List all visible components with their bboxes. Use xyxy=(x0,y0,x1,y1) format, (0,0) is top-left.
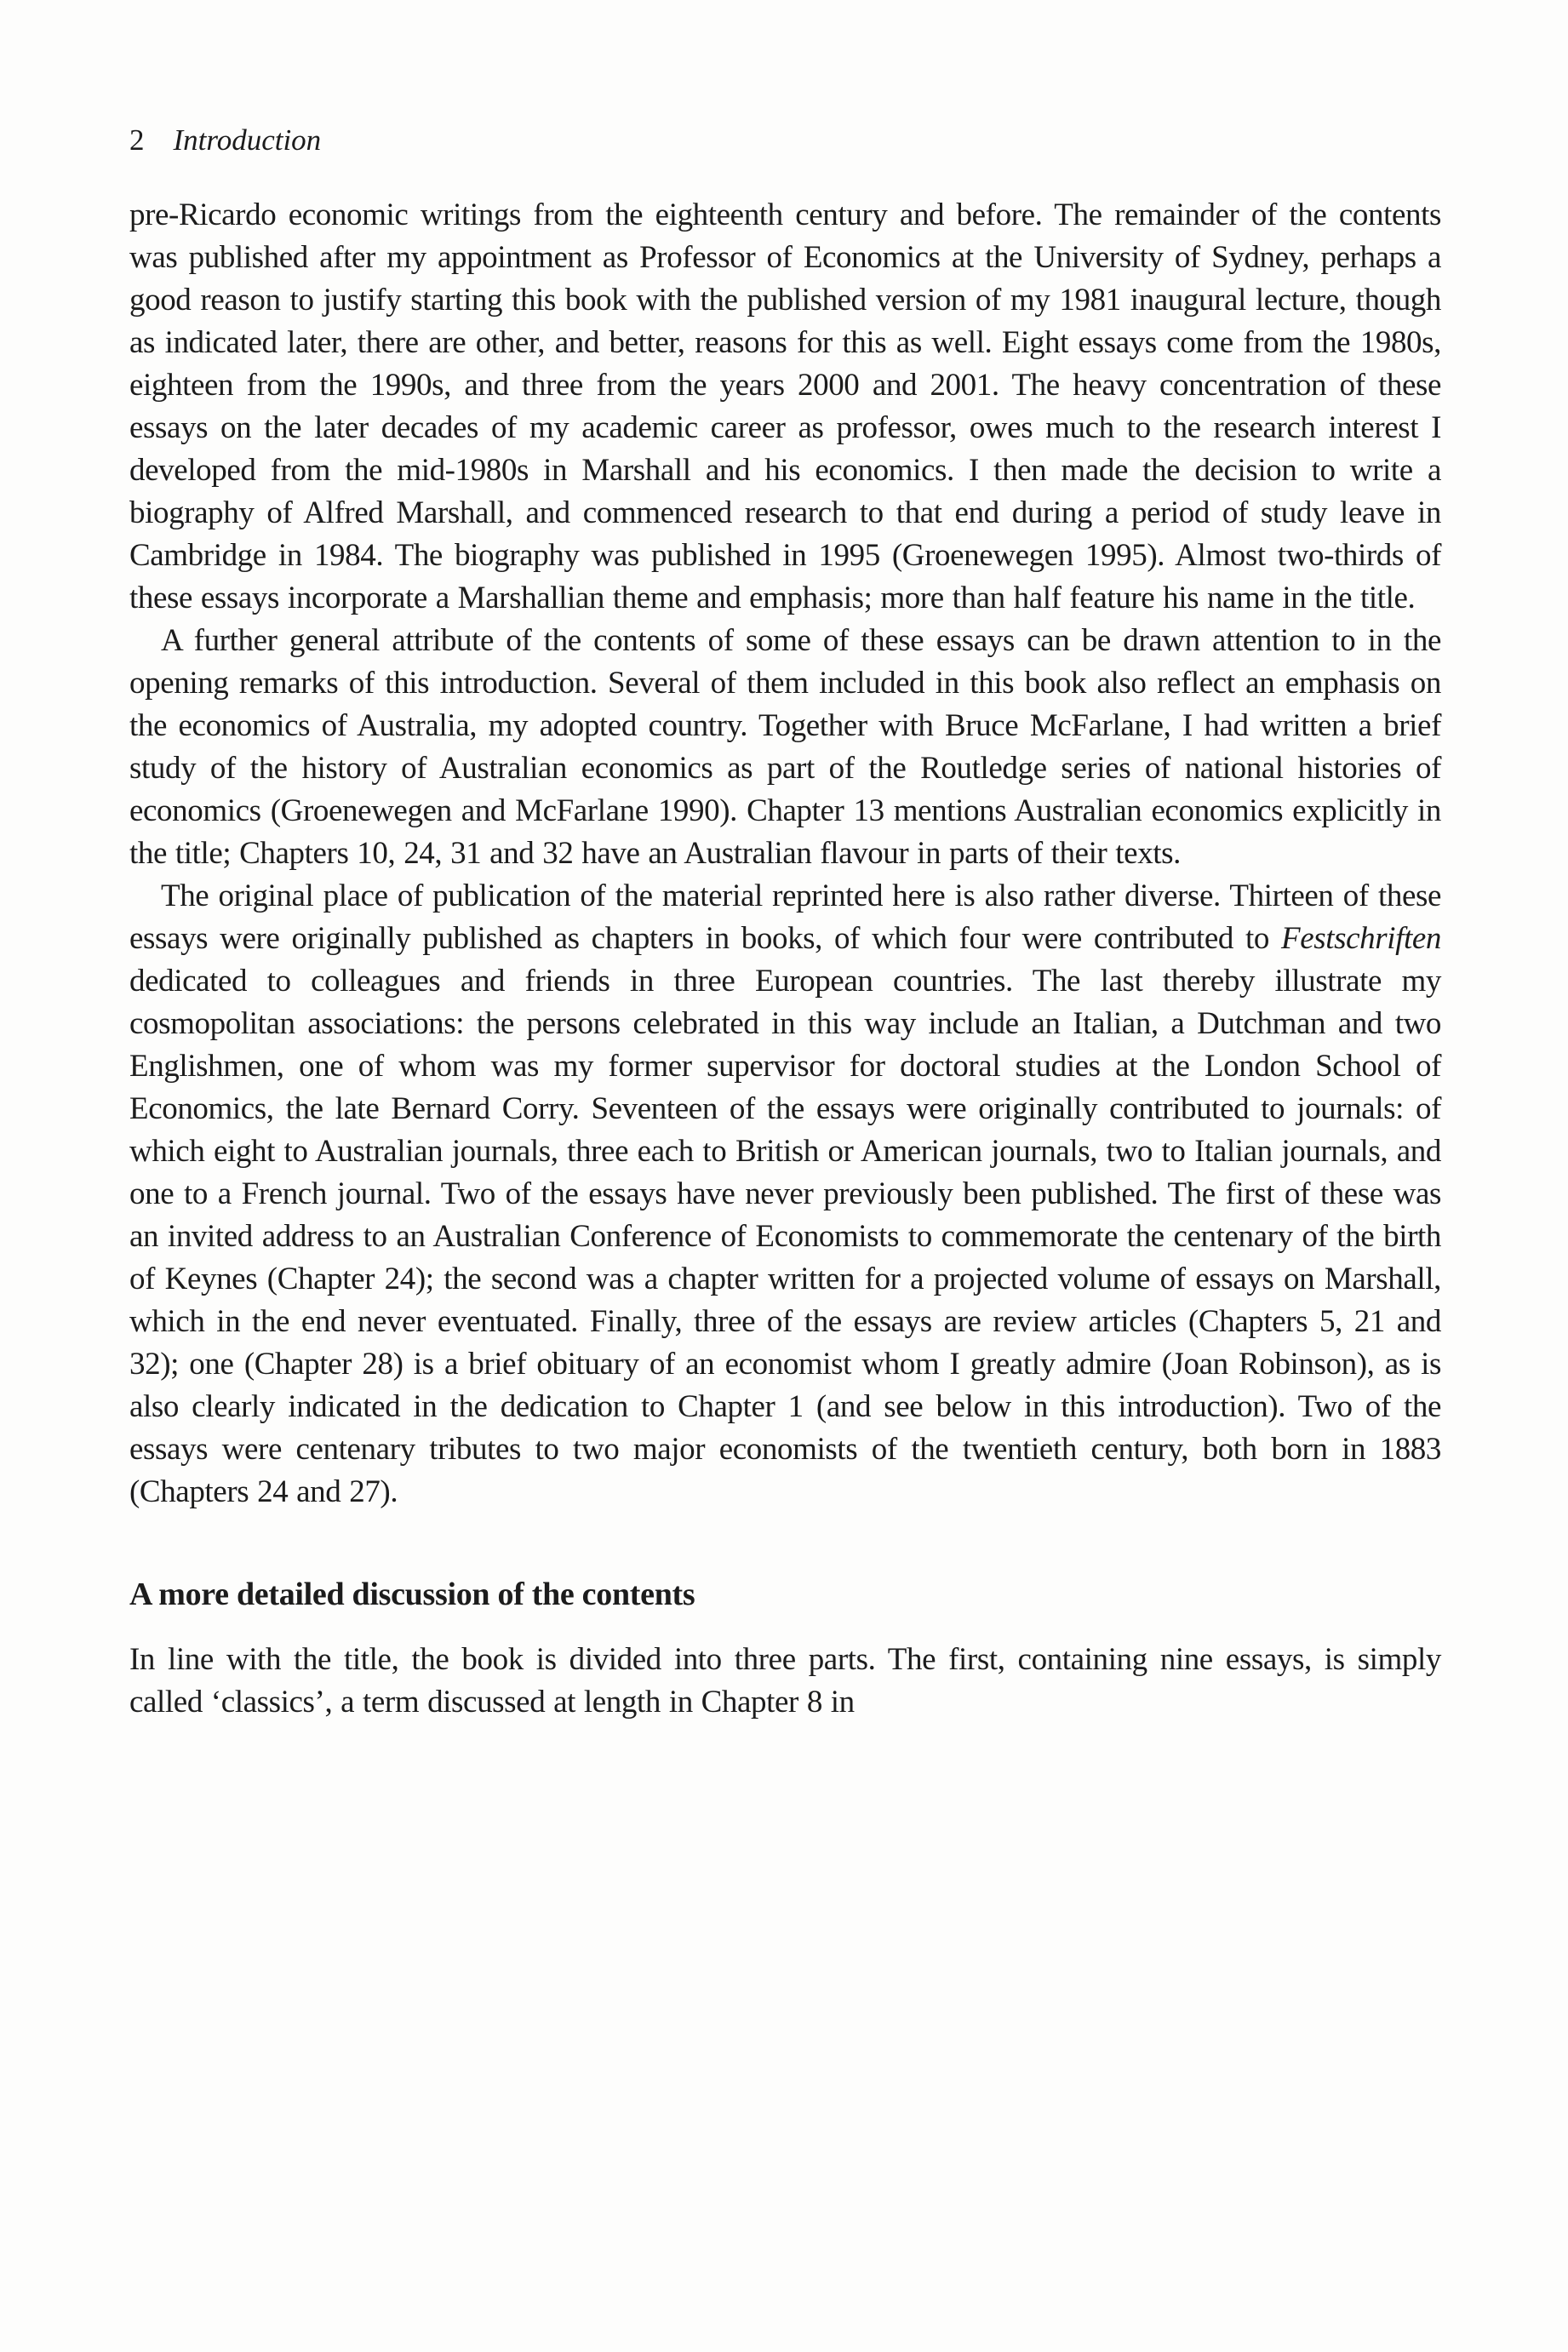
paragraph-publication-places xyxy=(129,875,1441,1514)
festschriften-term: Festschriften xyxy=(1281,921,1441,956)
page-header xyxy=(129,119,1441,162)
paragraph-australia: A further general attribute of the contents of some of these essays can be drawn attention to in the opening remarks of this introduction. Several of them included in this book also reflect an emphasis on the economics of Australia, my adopted country. Together with Bruce McFarlane, I had written a brief study of the history of Australian economics as part of the Routledge series of national histories of economics (Groenewegen and McFarlane 1990). Chapter 13 mentions Australian economics explicitly in the title; Chapters 10, 24, 31 and 32 have an Australian flavour in parts of their texts. xyxy=(129,623,1441,871)
text-block xyxy=(129,119,1441,1724)
page-number: 2 xyxy=(129,123,145,157)
paragraph-parts-overview: In line with the title, the book is divided into three parts. The first, containing nine essays, is simply called ‘classics’, a term discussed at length in Chapter 8 in xyxy=(129,1642,1441,1720)
running-head: Introduction xyxy=(173,123,322,157)
section-heading: A more detailed discussion of the contents xyxy=(129,1577,695,1612)
paragraph-continuation: pre-Ricardo economic writings from the eighteenth century and before. The remainder of the contents was published after my appointment as Professor of Economics at the University of Sydney, perhaps a good reason to justify starting this book with the published version of my 1981 inaugural lecture, though as indicated later, there are other, and better, reasons for this as well. Eight essays come from the 1980s, eighteen from the 1990s, and three from the years 2000 and 2001. The heavy concentration of these essays on the later decades of my academic career as professor, owes much to the research interest I developed from the mid-1980s in Marshall and his economics. I then made the decision to write a biography of Alfred Marshall, and commenced research to that end during a period of study leave in Cambridge in 1984. The biography was published in 1995 (Groenewegen 1995). Almost two-thirds of these essays incorporate a Marshallian theme and emphasis; more than half feature his name in the title. xyxy=(129,197,1441,615)
paragraph-publication-text-end: dedicated to colleagues and friends in three European countries. The last thereby illustrate my cosmopolitan associations: the persons celebrated in this way include an Italian, a Dutchman and two Englishmen, one of whom was my former supervisor for doctoral studies at the London School of Economics, the late Bernard Corry. Seventeen of the essays were originally contributed to journals: of which eight to Australian journals, three each to British or American journals, two to Italian journals, and one to a French journal. Two of the essays have never previously been published. The first of these was an invited address to an Australian Conference of Economists to commemorate the centenary of the birth of Keynes (Chapter 24); the second was a chapter written for a projected volume of essays on Marshall, which in the end never eventuated. Finally, three of the essays are review articles (Chapters 5, 21 and 32); one (Chapter 28) is a brief obituary of an economist whom I greatly admire (Joan Robinson), as is also clearly indicated in the dedication to Chapter 1 (and see below in this introduction). Two of the essays were centenary tributes to two major economists of the twentieth century, both born in 1883 (Chapters 24 and 27). xyxy=(129,964,1441,1509)
paragraph-publication-text-start: The original place of publication of the material reprinted here is also rather diverse. Thirteen of these essays were originally published as chapters in books, of which four were contributed to xyxy=(129,878,1441,956)
